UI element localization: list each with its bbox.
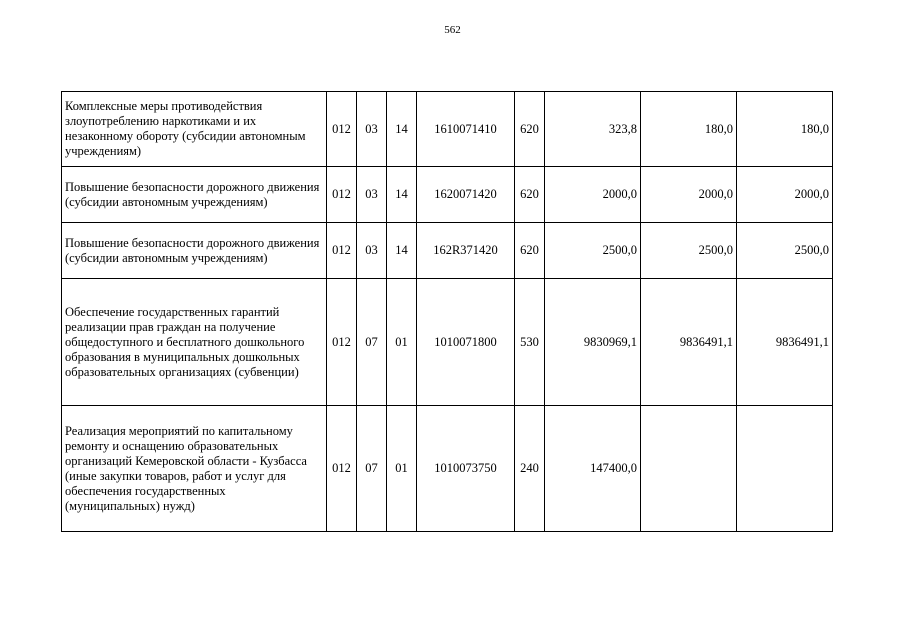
row-sum-3: 9836491,1	[737, 279, 833, 406]
table-row	[62, 167, 833, 223]
budget-table	[61, 91, 833, 532]
row-subsection-code: 14	[387, 92, 417, 167]
row-sum-2	[641, 406, 737, 532]
row-sum-3: 180,0	[737, 92, 833, 167]
row-name: Повышение безопасности дорожного движения (субсидии автономным учреждениям)	[62, 167, 327, 223]
table-row	[62, 279, 833, 406]
row-subsection-code: 01	[387, 279, 417, 406]
row-section-code: 03	[357, 167, 387, 223]
row-ministry-code: 012	[327, 279, 357, 406]
row-target-code: 1610071410	[417, 92, 515, 167]
row-sum-3	[737, 406, 833, 532]
row-expense-type: 620	[515, 223, 545, 279]
row-sum-1: 147400,0	[545, 406, 641, 532]
row-section-code: 03	[357, 92, 387, 167]
table-row	[62, 406, 833, 532]
row-name: Реализация мероприятий по капитальному ремонту и оснащению образовательных организаций Кемеровской области - Кузбасса (иные закупки товаров, работ и услуг для обеспечения государственных (муниципальных) нужд)	[62, 406, 327, 532]
row-name: Повышение безопасности дорожного движения (субсидии автономным учреждениям)	[62, 223, 327, 279]
row-sum-2: 2000,0	[641, 167, 737, 223]
row-ministry-code: 012	[327, 406, 357, 532]
row-sum-2: 9836491,1	[641, 279, 737, 406]
row-expense-type: 530	[515, 279, 545, 406]
row-subsection-code: 14	[387, 167, 417, 223]
row-sum-2: 2500,0	[641, 223, 737, 279]
row-subsection-code: 01	[387, 406, 417, 532]
row-subsection-code: 14	[387, 223, 417, 279]
row-sum-1: 323,8	[545, 92, 641, 167]
row-sum-1: 2500,0	[545, 223, 641, 279]
row-name: Обеспечение государственных гарантий реализации прав граждан на получение общедоступного и бесплатного дошкольного образования в муниципальных дошкольных образовательных организациях (субвенции)	[62, 279, 327, 406]
row-section-code: 07	[357, 279, 387, 406]
row-target-code: 1620071420	[417, 167, 515, 223]
row-expense-type: 240	[515, 406, 545, 532]
row-ministry-code: 012	[327, 167, 357, 223]
row-ministry-code: 012	[327, 223, 357, 279]
page-number: 562	[444, 24, 461, 36]
row-sum-2: 180,0	[641, 92, 737, 167]
row-sum-3: 2000,0	[737, 167, 833, 223]
row-sum-1: 2000,0	[545, 167, 641, 223]
table-row	[62, 92, 833, 167]
row-section-code: 07	[357, 406, 387, 532]
table-row	[62, 223, 833, 279]
row-ministry-code: 012	[327, 92, 357, 167]
row-target-code: 1010071800	[417, 279, 515, 406]
row-sum-1: 9830969,1	[545, 279, 641, 406]
row-target-code: 162R371420	[417, 223, 515, 279]
row-sum-3: 2500,0	[737, 223, 833, 279]
row-target-code: 1010073750	[417, 406, 515, 532]
row-expense-type: 620	[515, 92, 545, 167]
row-expense-type: 620	[515, 167, 545, 223]
row-name: Комплексные меры противодействия злоупотреблению наркотиками и их незаконному обороту (субсидии автономным учреждениям)	[62, 92, 327, 167]
row-section-code: 03	[357, 223, 387, 279]
